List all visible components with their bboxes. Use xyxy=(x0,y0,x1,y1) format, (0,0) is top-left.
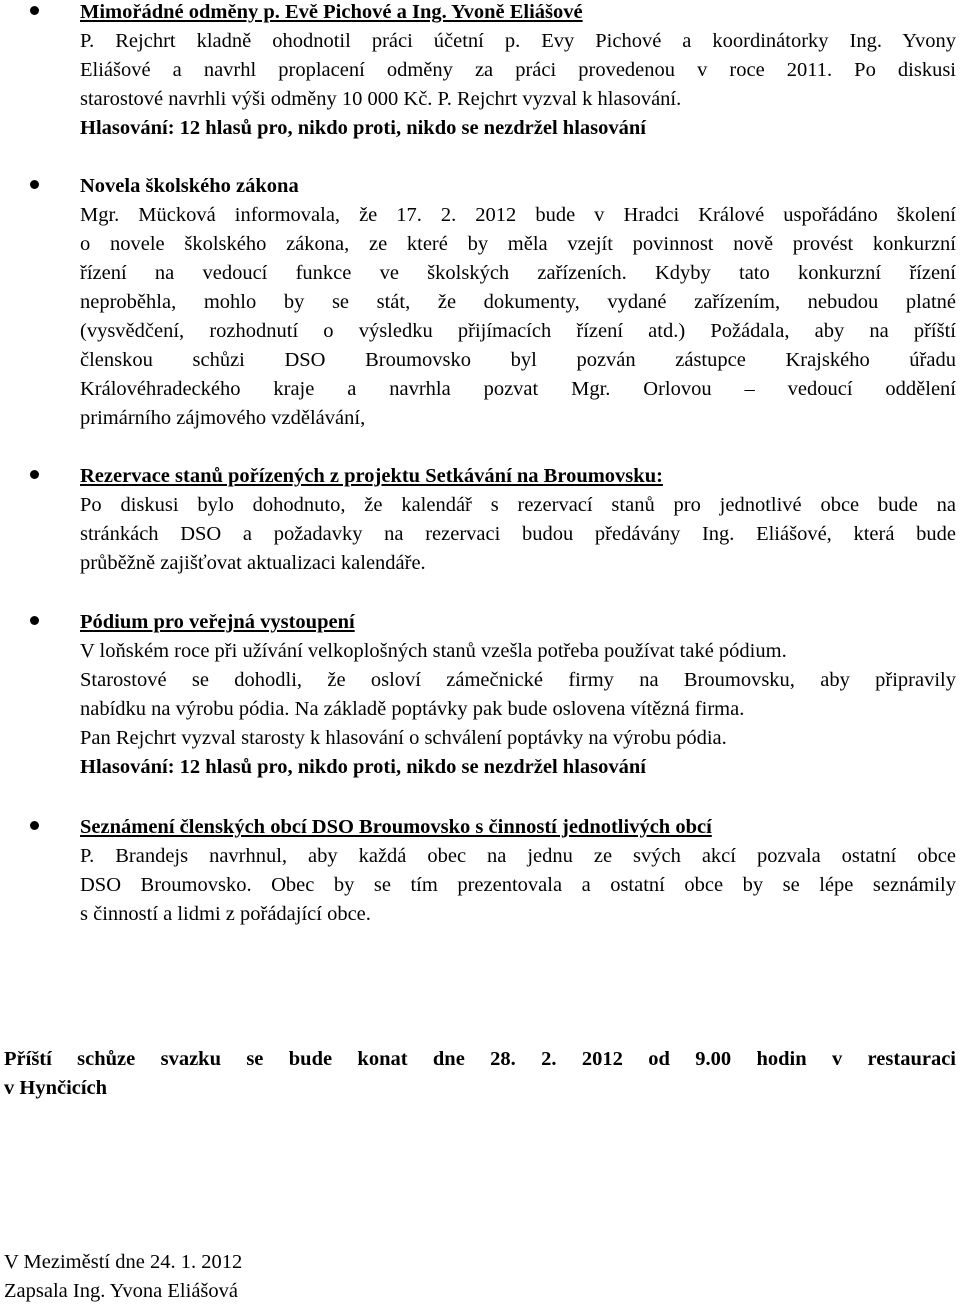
agenda-item-school-law xyxy=(80,172,956,433)
item-text-line: Pan Rejchrt vyzval starosty k hlasování o schválení poptávky na výrobu pódia. xyxy=(80,727,727,749)
item-text-line: Eliášové a navrhl proplacení odměny za práci provedenou v roce 2011. Po diskusi xyxy=(80,59,956,81)
next-meeting-line: v Hynčicích xyxy=(4,1077,108,1099)
agenda-item-tent-reservation xyxy=(80,462,956,578)
bullet-icon xyxy=(24,608,48,637)
item-text-line: P. Rejchrt kladně ohodnotil práci účetní p. Evy Pichové a koordinátorky Ing. Yvony xyxy=(80,30,956,52)
item-text-line: DSO Broumovsko. Obec by se tím prezentovala a ostatní obce by se lépe seznámily xyxy=(80,874,956,896)
agenda-item-stage xyxy=(80,608,956,782)
item-text-line: stránkách DSO a požadavky na rezervaci budou předávány Ing. Eliášové, která bude xyxy=(80,523,956,545)
item-text-line: V loňském roce při užívání velkoplošných stanů vzešla potřeba používat také pódium. xyxy=(80,640,787,662)
bullet-icon xyxy=(24,462,48,491)
item-title: Novela školského zákona xyxy=(80,175,299,197)
item-text-line: Starostové se dohodli, že osloví zámečnické firmy na Broumovsku, aby připravily xyxy=(80,669,956,691)
item-title: Rezervace stanů pořízených z projektu Setkávání na Broumovsku: xyxy=(80,465,663,487)
item-title: Pódium pro veřejná vystoupení xyxy=(80,611,355,633)
item-text-line: Mgr. Mücková informovala, že 17. 2. 2012 bude v Hradci Králové uspořádáno školení xyxy=(80,204,956,226)
item-text-line: Královéhradeckého kraje a navrhla pozvat Mgr. Orlovou – vedoucí oddělení xyxy=(80,378,956,400)
footer-recorder: Zapsala Ing. Yvona Eliášová xyxy=(4,1280,238,1302)
footer-date: V Meziměstí dne 24. 1. 2012 xyxy=(4,1251,243,1273)
item-text-line: o novele školského zákona, ze které by měla vzejít povinnost nově provést konkurzní xyxy=(80,233,956,255)
bullet-icon xyxy=(24,0,48,27)
item-title: Seznámení členských obcí DSO Broumovsko s činností jednotlivých obcí xyxy=(80,816,712,838)
item-text-line: nabídku na výrobu pódia. Na základě poptávky pak bude oslovena vítězná firma. xyxy=(80,698,745,720)
vote-result: Hlasování: 12 hlasů pro, nikdo proti, nikdo se nezdržel hlasování xyxy=(80,756,646,778)
item-text-line: průběžně zajišťovat aktualizaci kalendáře. xyxy=(80,552,426,574)
item-text-line: primárního zájmového vzdělávání, xyxy=(80,407,366,429)
agenda-item-member-towns xyxy=(80,813,956,929)
bullet-icon xyxy=(24,813,48,842)
vote-result: Hlasování: 12 hlasů pro, nikdo proti, nikdo se nezdržel hlasování xyxy=(80,117,646,139)
next-meeting-notice xyxy=(4,1045,956,1103)
item-text-line: s činností a lidmi z pořádající obce. xyxy=(80,903,371,925)
next-meeting-line: Příští schůze svazku se bude konat dne 28. 2. 2012 od 9.00 hodin v restauraci xyxy=(4,1048,956,1070)
item-text-line: Po diskusi bylo dohodnuto, že kalendář s rezervací stanů pro jednotlivé obce bude na xyxy=(80,494,956,516)
item-text-line: řízení na vedoucí funkce ve školských zařízeních. Kdyby tato konkurzní řízení xyxy=(80,262,956,284)
item-title: Mimořádné odměny p. Evě Pichové a Ing. Yvoně Eliášové xyxy=(80,1,583,23)
item-text-line: členskou schůzi DSO Broumovsko byl pozván zástupce Krajského úřadu xyxy=(80,349,956,371)
document-footer xyxy=(4,1248,604,1306)
item-text-line: (vysvědčení, rozhodnutí o výsledku přijímacích řízení atd.) Požádala, aby na příští xyxy=(80,320,956,342)
item-text-line: starostové navrhli výši odměny 10 000 Kč. P. Rejchrt vyzval k hlasování. xyxy=(80,88,682,110)
item-text-line: neproběhla, mohlo by se stát, že dokumenty, vydané zařízením, nebudou platné xyxy=(80,291,956,313)
bullet-icon xyxy=(24,172,48,201)
item-text-line: P. Brandejs navrhnul, aby každá obec na jednu ze svých akcí pozvala ostatní obce xyxy=(80,845,956,867)
agenda-item-bonuses xyxy=(80,0,956,143)
